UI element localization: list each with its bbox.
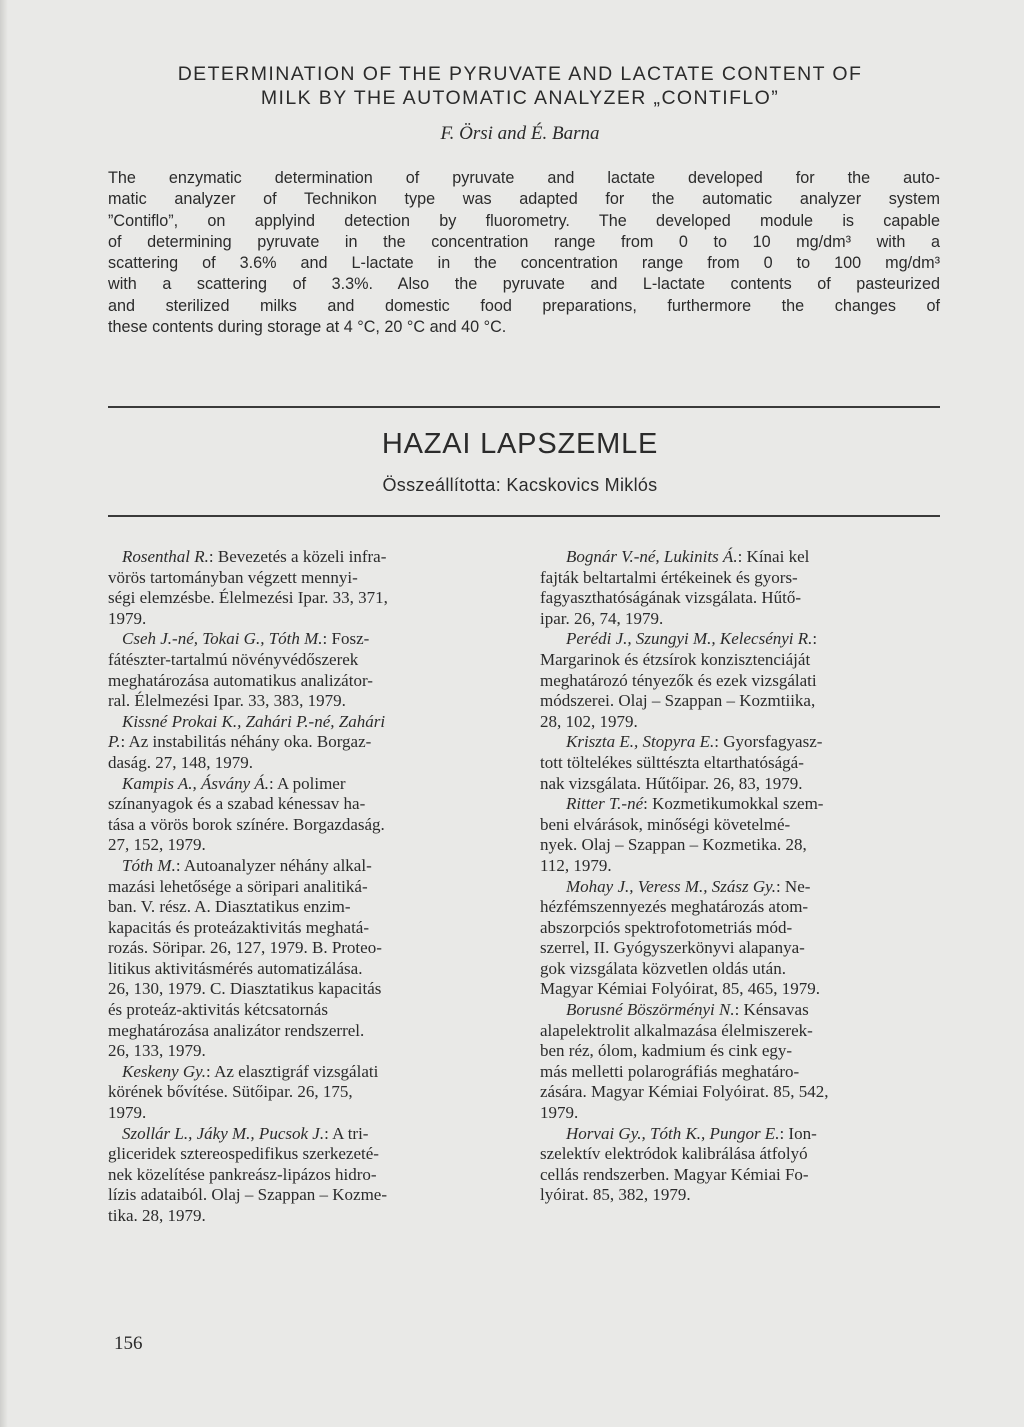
reference-text: meghatározása analizátor rendszerrel. [108,1020,365,1040]
reference-entry [540,547,940,629]
reference-text: 26, 133, 1979. [108,1041,206,1061]
reference-text: beni elvárások, minőségi követelmé- [540,814,791,834]
reference-text: abszorpciós spektrofotometriás mód- [540,917,793,937]
reference-line [540,1103,940,1124]
abstract-line: ”Contiflo”, on applyind detection by fluorometry. The developed module is capable [108,211,940,230]
reference-line [540,774,940,795]
reference-text: ségi elemzésbe. Élelmezési Ipar. 33, 371, [108,588,388,608]
reference-authors: Kissné Prokai K., Zahári P.-né, Zahári [122,711,386,731]
reference-line [108,650,508,671]
reference-line [108,1082,508,1103]
reference-line [540,1062,940,1083]
reference-line [108,1000,508,1021]
reference-line [540,547,940,568]
reference-line [108,918,508,939]
reference-text: : [812,629,818,649]
reference-text: 1979. [540,1103,579,1123]
reference-line [540,918,940,939]
reference-line [108,1041,508,1062]
reference-entry [540,1124,940,1206]
reference-authors: Tóth M. [122,855,176,875]
reference-line [108,794,508,815]
reference-text: más melletti polarográfiás meghatáro- [540,1061,800,1081]
left-column [108,547,508,1227]
reference-line [540,753,940,774]
reference-line [108,897,508,918]
reference-text: mazási lehetősége a söripari analitiká- [108,876,368,896]
reference-line [540,959,940,980]
reference-entry [108,774,508,856]
reference-text: tása a vörös borok színére. Borgazdaság. [108,814,385,834]
reference-text: : Az elasztigráf vizsgálati [206,1061,379,1081]
page-number: 156 [114,1333,143,1354]
reference-entry [540,877,940,1001]
article-authors: F. Örsi and É. Barna [440,123,600,144]
reference-entry [108,712,508,774]
reference-line [108,938,508,959]
reference-text: 28, 102, 1979. [540,711,638,731]
reference-line [540,1021,940,1042]
reference-line [540,938,940,959]
reference-line [540,1000,940,1021]
section-compiler: Összeállította: Kacskovics Miklós [382,475,658,495]
article-title [80,62,960,110]
reference-line [540,877,940,898]
reference-line [108,753,508,774]
reference-line [108,547,508,568]
reference-text: 1979. [108,1103,147,1123]
reference-line [108,1144,508,1165]
reference-text: vörös tartományban végzett mennyi- [108,567,358,587]
section-divider-top [108,406,940,408]
reference-entry [108,1124,508,1227]
reference-line [540,794,940,815]
reference-text: nyek. Olaj – Szappan – Kozmetika. 28, [540,835,807,855]
reference-authors: Cseh J.-né, Tokai G., Tóth M. [122,629,323,649]
reference-text: : Kénsavas [734,1000,809,1020]
reference-text: ipar. 26, 74, 1979. [540,608,664,628]
reference-authors: Kriszta E., Stopyra E. [566,732,715,752]
reference-line [540,1144,940,1165]
reference-text: : Fosz- [322,629,370,649]
reference-text: színanyagok és a szabad kénessav ha- [108,794,366,814]
reference-text: és proteáz-aktivitás kétcsatornás [108,1000,328,1020]
reference-line [108,959,508,980]
abstract-line: with a scattering of 3.3%. Also the pyruvate and L-lactate contents of pasteurized [108,275,940,294]
reference-text: cellás rendszerben. Magyar Kémiai Fo- [540,1164,809,1184]
reference-line [540,815,940,836]
reference-text: gok vizsgálata közvetlen oldás után. [540,958,786,978]
reference-line [108,588,508,609]
article-abstract [108,168,940,338]
reference-entry [108,629,508,711]
reference-text: 1979. [108,608,147,628]
reference-text: Margarinok és étzsírok konzisztenciáját [540,649,811,669]
reference-text: : Ne- [775,876,811,896]
reference-line [108,1124,508,1145]
reference-line [108,877,508,898]
reference-line [540,568,940,589]
reference-line [540,691,940,712]
reference-line [108,609,508,630]
reference-line [108,629,508,650]
reference-text: tott töltelékes sülttészta eltarthatóságá- [540,752,804,772]
reference-text: tika. 28, 1979. [108,1206,206,1225]
section-title: HAZAI LAPSZEMLE [381,428,659,460]
reference-text: daság. 27, 148, 1979. [108,752,253,772]
reference-line [540,1185,940,1206]
reference-text: : Gyorsfagyasz- [714,732,823,752]
reference-line [540,897,940,918]
reference-authors: Perédi J., Szungyi M., Kelecsényi R. [566,629,813,649]
article-title-line: DETERMINATION OF THE PYRUVATE AND LACTATE CONTENT OF [177,63,863,85]
reference-text: fátészter-tartalmú növényvédőszerek [108,649,359,669]
reference-line [108,1185,508,1206]
reference-text: ral. Élelmezési Ipar. 33, 383, 1979. [108,691,346,711]
reference-line [540,629,940,650]
abstract-line: of determining pyruvate in the concentration range from 0 to 10 mg/dm³ with a [108,232,940,251]
reference-text: 112, 1979. [540,855,612,875]
reference-entry [540,794,940,876]
reference-entry [540,629,940,732]
reference-authors: Horvai Gy., Tóth K., Pungor E. [566,1123,780,1143]
reference-text: rozás. Söripar. 26, 127, 1979. B. Proteo- [108,938,382,958]
reference-text: ban. V. rész. A. Diasztatikus enzim- [108,897,351,917]
reference-text: lízis adataiból. Olaj – Szappan – Kozme- [108,1185,387,1205]
right-column [540,547,940,1206]
reference-text: : Ion- [779,1123,817,1143]
reference-line [108,835,508,856]
reference-text: : Autoanalyzer néhány alkal- [175,855,372,875]
reference-text: körének bővítése. Sütőipar. 26, 175, [108,1082,353,1102]
reference-text: fagyaszthatóságának vizsgálata. Hűtő- [540,588,802,608]
reference-line [540,609,940,630]
reference-text: módszerei. Olaj – Szappan – Kozmtiika, [540,691,816,711]
reference-text: : Kozmetikumokkal szem- [643,794,824,814]
reference-line [540,856,940,877]
reference-authors: Kampis A., Ásvány Á. [122,773,270,793]
reference-line [540,1041,940,1062]
reference-text: meghatározó tényezők és ezek vizsgálati [540,670,817,690]
reference-line [108,671,508,692]
reference-entry [108,1062,508,1124]
reference-text: litikus aktivitásmérés automatizálása. [108,958,363,978]
abstract-line: and sterilized milks and domestic food preparations, furthermore the changes of [108,296,940,315]
reference-line [540,1165,940,1186]
reference-text: : Kínai kel [737,547,810,566]
reference-line [540,588,940,609]
reference-authors: Bognár V.-né, Lukinits Á. [566,547,738,566]
reference-line [540,671,940,692]
reference-line [108,732,508,753]
reference-authors: Keskeny Gy. [122,1061,207,1081]
reference-authors: Ritter T.-né [566,794,644,814]
reference-entry [540,1000,940,1124]
reference-text: lyóirat. 85, 382, 1979. [540,1185,691,1205]
reference-line [540,835,940,856]
reference-text: szerrel, II. Gyógyszerkönyvi alapanya- [540,938,805,958]
reference-authors: Borusné Böszörményi N. [566,1000,735,1020]
reference-text: kapacitás és proteázaktivitás meghatá- [108,917,370,937]
reference-text: nak vizsgálata. Hűtőipar. 26, 83, 1979. [540,773,803,793]
article-title-line: MILK BY THE AUTOMATIC ANALYZER „CONTIFLO” [260,87,780,109]
reference-text: : Bevezetés a közeli infra- [208,547,387,566]
reference-line [108,1062,508,1083]
reference-line [540,712,940,733]
reference-line [540,1124,940,1145]
reference-line [540,1082,940,1103]
reference-text: hézfémszennyezés meghatározás atom- [540,897,809,917]
reference-entry [108,547,508,629]
reference-line [108,712,508,733]
abstract-line: The enzymatic determination of pyruvate and lactate developed for the auto- [108,169,940,187]
reference-line [108,1206,508,1227]
reference-authors: Rosenthal R. [122,547,209,566]
reference-entry [540,732,940,794]
reference-line [108,1165,508,1186]
reference-line [108,815,508,836]
abstract-line: matic analyzer of Technikon type was adapted for the automatic analyzer system [108,190,940,209]
reference-text: szelektív elektródok kalibrálása átfolyó [540,1144,808,1164]
abstract-line: these contents during storage at 4 °C, 20 °C and 40 °C. [108,318,507,337]
reference-line [540,650,940,671]
reference-authors: P. [108,732,121,752]
reference-line [540,979,940,1000]
reference-line [108,691,508,712]
page-edge [0,0,8,1427]
section-divider-bottom [108,515,940,517]
reference-text: meghatározása automatikus analizátor- [108,670,373,690]
reference-line [108,856,508,877]
reference-text: Magyar Kémiai Folyóirat, 85, 465, 1979. [540,979,820,999]
reference-line [540,732,940,753]
abstract-line: scattering of 3.6% and L-lactate in the concentration range from 0 to 100 mg/dm³ [108,254,940,273]
reference-text: 27, 152, 1979. [108,835,206,855]
reference-text: 26, 130, 1979. C. Diasztatikus kapacitás [108,979,382,999]
reference-text: : A tri- [324,1123,369,1143]
reference-authors: Szollár L., Jáky M., Pucsok J. [122,1123,325,1143]
reference-line [108,1103,508,1124]
reference-text: fajták beltartalmi értékeinek és gyors- [540,567,798,587]
reference-text: : Az instabilitás néhány oka. Borgaz- [120,732,372,752]
reference-line [108,1021,508,1042]
reference-text: nek közelítése pankreász-lipázos hidro- [108,1164,377,1184]
reference-entry [108,856,508,1062]
reference-text: ben réz, ólom, kadmium és cink egy- [540,1041,793,1061]
reference-authors: Mohay J., Veress M., Szász Gy. [566,876,776,896]
reference-text: gliceridek sztereospedifikus szerkezeté- [108,1144,379,1164]
reference-line [108,979,508,1000]
reference-line [108,568,508,589]
reference-text: alapelektrolit alkalmazása élelmiszerek- [540,1020,813,1040]
reference-text: : A polimer [269,773,346,793]
reference-line [108,774,508,795]
reference-text: zására. Magyar Kémiai Folyóirat. 85, 542, [540,1082,829,1102]
